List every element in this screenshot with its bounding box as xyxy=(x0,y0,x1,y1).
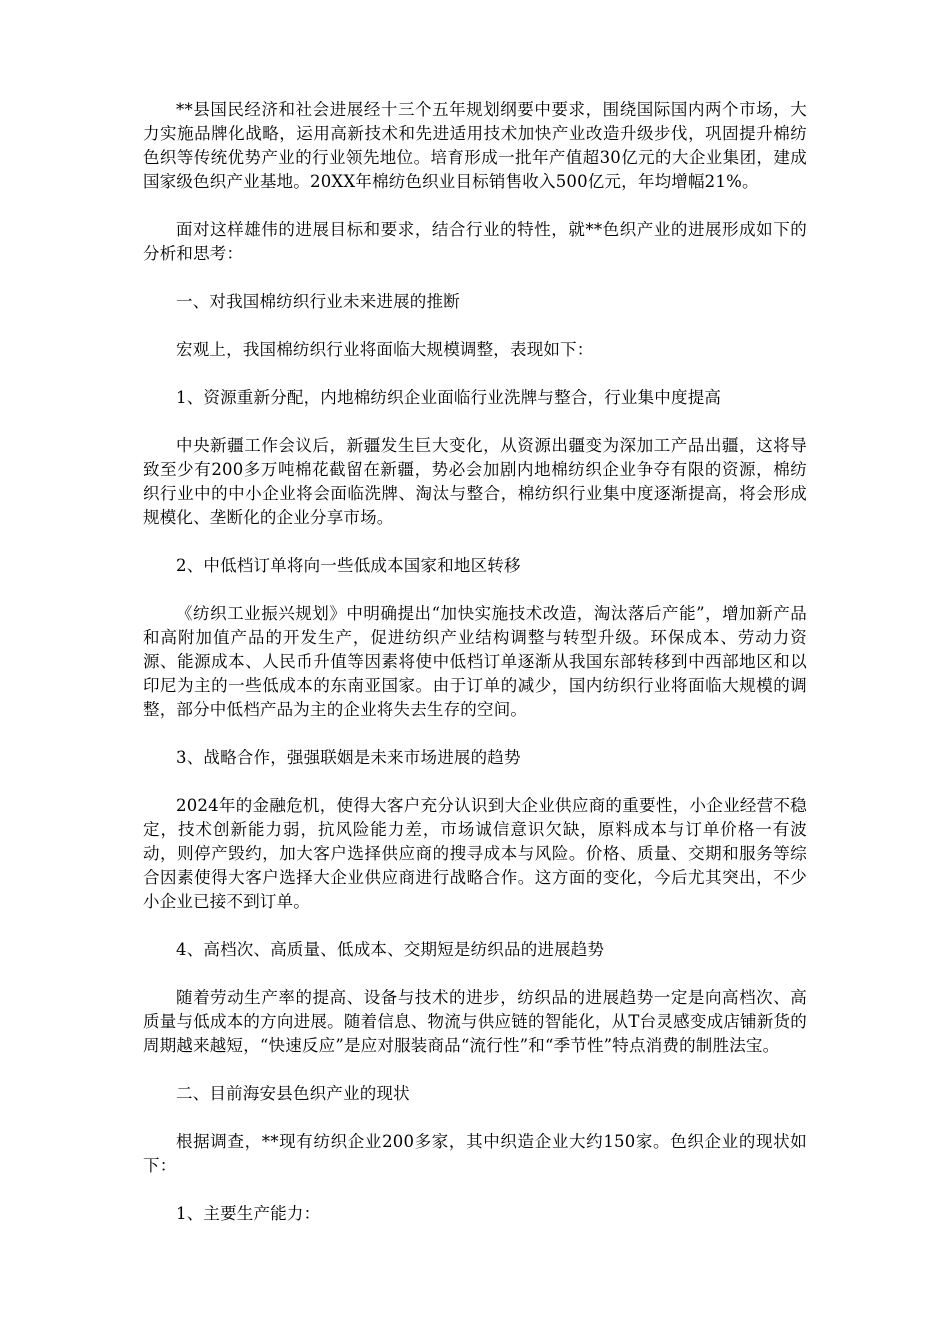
paragraph-analysis-intro: 面对这样雄伟的进展目标和要求，结合行业的特性，就**色织产业的进展形成如下的分析和思考： xyxy=(143,220,807,263)
section-heading-1: 一、对我国棉纺织行业未来进展的推断 xyxy=(176,292,460,311)
paragraph-financial-crisis: 2024年的金融危机，使得大客户充分认识到大企业供应商的重要性，小企业经营不稳定，技术创新能力弱，抗风险能力差，市场诚信意识欠缺，原料成本与订单价格一有波动，则停产毁约，加大客户选择供应商的搜寻成本与风险。价格、质量、交期和服务等综合因素使得大客户选择大企业供应商进行战略合作。这方面的变化，今后尤其突出，不少小企业已接不到订单。 xyxy=(143,796,807,911)
paragraph-survey: 根据调查，**现有纺织企业200多家，其中织造企业大约150家。色织企业的现状如下： xyxy=(143,1132,807,1175)
subheading-2: 2、中低档订单将向一些低成本国家和地区转移 xyxy=(176,556,521,575)
subheading-3: 3、战略合作，强强联姻是未来市场进展的趋势 xyxy=(176,748,521,767)
subheading-1: 1、资源重新分配，内地棉纺织企业面临行业洗牌与整合，行业集中度提高 xyxy=(176,388,722,407)
subheading-4: 4、高档次、高质量、低成本、交期短是纺织品的进展趋势 xyxy=(176,940,605,959)
document-body xyxy=(143,98,807,1250)
paragraph-xinjiang: 中央新疆工作会议后，新疆发生巨大变化，从资源出疆变为深加工产品出疆，这将导致至少有200多万吨棉花截留在新疆，势必会加剧内地棉纺织企业争夺有限的资源，棉纺织行业中的中小企业将会面临洗牌、淘汰与整合，棉纺织行业集中度逐渐提高，将会形成规模化、垄断化的企业分享市场。 xyxy=(143,436,807,527)
paragraph-textile-plan: 《纺织工业振兴规划》中明确提出“加快实施技术改造，淘汰落后产能”，增加新产品和高附加值产品的开发生产，促进纺织产业结构调整与转型升级。环保成本、劳动力资源、能源成本、人民币升值等因素将使中低档订单逐渐从我国东部转移到中西部地区和以印尼为主的一些低成本的东南亚国家。由于订单的减少，国内纺织行业将面临大规模的调整，部分中低档产品为主的企业将失去生存的空间。 xyxy=(143,604,807,719)
paragraph-trends: 随着劳动生产率的提高、设备与技术的进步，纺织品的进展趋势一定是向高档次、高质量与低成本的方向进展。随着信息、物流与供应链的智能化，从T台灵感变成店铺新货的周期越来越短，“快速反应”是应对服装商品“流行性”和“季节性”特点消费的制胜法宝。 xyxy=(143,988,807,1055)
paragraph-macro-intro: 宏观上，我国棉纺织行业将面临大规模调整，表现如下： xyxy=(176,340,594,359)
subheading-capacity: 1、主要生产能力： xyxy=(176,1204,321,1223)
section-heading-2: 二、目前海安县色织产业的现状 xyxy=(176,1084,410,1103)
paragraph-plan-goals: **县国民经济和社会进展经十三个五年规划纲要中要求，围绕国际国内两个市场，大力实施品牌化战略，运用高新技术和先进适用技术加快产业改造升级步伐，巩固提升棉纺色织等传统优势产业的行业领先地位。培育形成一批年产值超30亿元的大企业集团，建成国家级色织产业基地。20XX年棉纺色织业目标销售收入500亿元，年均增幅21%。 xyxy=(143,100,807,191)
